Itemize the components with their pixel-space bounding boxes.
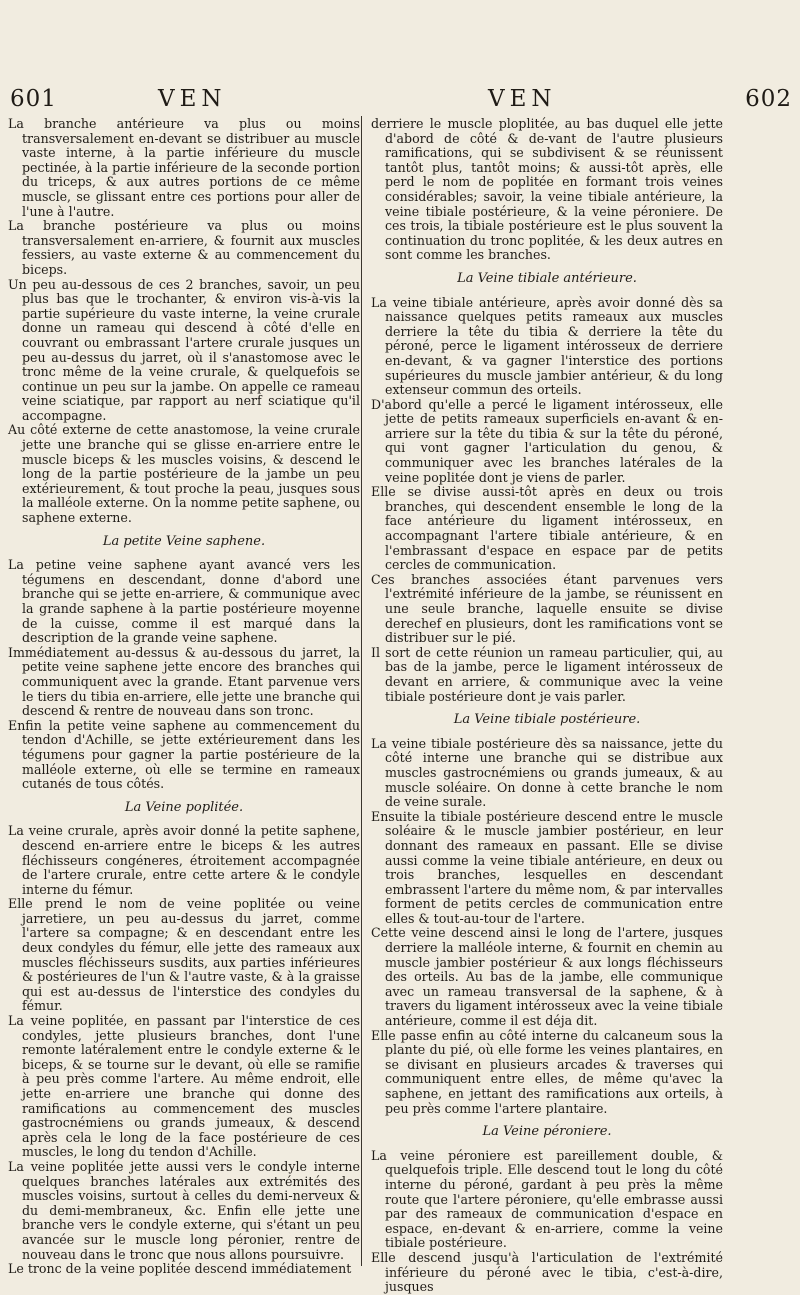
- section-heading: La petite Veine saphene.: [102, 533, 266, 549]
- paragraph: Il sort de cette réunion un rameau particulier, qui, au bas de la jambe, perce le ligament intérosseux de devant en arriere, & communique avec la veine tibiale postérieure dont je vais parler.: [371, 644, 723, 704]
- paragraph: Immédiatement au-dessus & au-dessous du jarret, la petite veine saphene jette encore des branches qui communiquent avec la grande. Etant parvenue vers le tiers du tibia en-arriere, elle jette une branche qui descend & rentre de nouveau dans son tronc.: [8, 644, 360, 719]
- paragraph: derriere le muscle ploplitée, au bas duquel elle jette d'abord de côté & de-vant de l'autre plusieurs ramifications, qui se subdivisent & se réunissent tantôt plus, tantôt moins; & aussi-tôt après, elle perd le nom de poplitée en formant trois veines considérables; savoir, la veine tibiale antérieure, la veine tibiale postérieure, & la veine péroniere. De ces trois, la tibiale postérieure est le plus souvent la continuation du tronc poplitée, & les deux autres en sont comme les branches.: [371, 116, 723, 263]
- paragraph: Cette veine descend ainsi le long de l'artere, jusques derriere la malléole interne, & fournit en chemin au muscle jambier postérieur & aux longs fléchisseurs des orteils. Au bas de la jambe, elle communique avec un rameau transversal de la saphene, & à travers du ligament intérosseux avec la veine tibiale antérieure, comme il est déja dit.: [371, 925, 723, 1029]
- paragraph: Le tronc de la veine poplitée descend immédiatement: [8, 1261, 352, 1277]
- left-running-head: VEN: [158, 86, 227, 112]
- left-page-number: 601: [10, 86, 57, 112]
- section-heading: La Veine tibiale antérieure.: [457, 270, 637, 286]
- section-heading: La Veine poplitée.: [124, 799, 244, 815]
- paragraph: Elle descend jusqu'à l'articulation de l'extrémité inférieure du péroné avec le tibia, c'est-à-dire, jusques: [371, 1249, 723, 1295]
- paragraph: La veine tibiale antérieure, après avoir donné dès sa naissance quelques petits rameaux aux muscles derriere la tête du tibia & derriere la tête du péroné, perce le ligament intérosseux de derriere en-devant, & va gagner l'interstice des portions supérieures du muscle jambier antérieur, & du long extenseur commun des orteils.: [371, 294, 723, 398]
- paragraph: La veine crurale, après avoir donné la petite saphene, descend en-arriere entre le biceps & les autres fléchisseurs congéneres, étroitement accompagnée de l'artere crurale, entre cette artere & le condyle interne du fémur.: [8, 823, 360, 897]
- right-page-number: 602: [745, 86, 792, 112]
- paragraph: La branche antérieure va plus ou moins transversalement en-devant se distribuer au muscle vaste interne, à la partie inférieure du muscle pectinée, à la partie inférieure de la seconde portion du triceps, & aux autres portions de ce même muscle, se glissant entre ces portions pour aller de l'une à l'autre.: [8, 116, 360, 219]
- section-heading: La Veine péroniere.: [482, 1124, 612, 1140]
- column-rule: [361, 116, 362, 1266]
- paragraph: Ces branches associées étant parvenues vers l'extrémité inférieure de la jambe, se réunissent en une seule branche, laquelle ensuite se divise derechef en plusieurs, dont les ramifications vont se distribuer sur le pié.: [371, 571, 723, 646]
- paragraph: La veine poplitée, en passant par l'interstice de ces condyles, jette plusieurs branches, dont l'une remonte latéralement entre le condyle externe & le biceps, & se tourne sur le devant, où elle se ramifie à peu près comme l'artere. Au même endroit, elle jette en-arriere une branche qui donne des ramifications au commencement des muscles gastrocnémiens ou grands jumeaux, & descend après cela le long de la face postérieure de ces muscles, le long du tendon d'Achille.: [8, 1013, 360, 1160]
- right-text-column: [371, 117, 723, 1295]
- paragraph: La petine veine saphene ayant avancé vers les tégumens en descendant, donne d'abord une branche qui se jette en-arriere, & communique avec la grande saphene à la partie postérieure moyenne de la cuisse, comme il est marqué dans la description de la grande veine saphene.: [8, 557, 360, 646]
- paragraph: Elle se divise aussi-tôt après en deux ou trois branches, qui descendent ensemble le long de la face antérieure du ligament intérosseux, en accompagnant l'artere tibiale antérieure, & en l'embrassant d'espace en espace par de petits cercles de communication.: [371, 484, 723, 573]
- paragraph: Elle passe enfin au côté interne du calcaneum sous la plante du pié, où elle forme les veines plantaires, en se divisant en plusieurs arcades & traverses qui communiquent entre elles, de même qu'avec la saphene, en jettant des ramifications aux orteils, à peu près comme l'artere plantaire.: [371, 1027, 723, 1116]
- paragraph: Un peu au-dessous de ces 2 branches, savoir, un peu plus bas que le trochanter, & environ vis-à-vis la partie supérieure du vaste interne, la veine crurale donne un rameau qui descend à côté d'elle en couvrant ou embrassant l'artere crurale jusques un peu au-dessus du jarret, où il s'anastomose avec le tronc même de la veine crurale, & quelquefois se continue un peu sur la jambe. On appelle ce rameau veine sciatique, par rapport au nerf sciatique qu'il accompagne.: [8, 276, 360, 423]
- paragraph: D'abord qu'elle a percé le ligament intérosseux, elle jette de petits rameaux superficiels en-avant & en-arriere sur la tête du tibia & sur la tête du péroné, qui vont gagner l'articulation du genou, & communiquer avec les branches latérales de la veine poplitée dont je viens de parler.: [371, 396, 723, 485]
- paragraph: La veine poplitée jette aussi vers le condyle interne quelques branches latérales aux extrémités des muscles voisins, surtout à celles du demi-nerveux & du demi-membraneux, &c. Enfin elle jette une branche vers le condyle externe, qui s'étant un peu avancée sur le muscle long péronier, rentre de nouveau dans le tronc que nous allons poursuivre.: [8, 1158, 360, 1262]
- paragraph: La veine péroniere est pareillement double, & quelquefois triple. Elle descend tout le long du côté interne du péroné, gardant à peu près la même route que l'artere péroniere, qu'elle embrasse aussi par des rameaux de communication d'espace en espace, en-devant & en-arriere, comme la veine tibiale postérieure.: [371, 1147, 723, 1251]
- paragraph: Enfin la petite veine saphene au commencement du tendon d'Achille, se jette extérieurement dans les tégumens pour gagner la partie postérieure de la malléole externe, où elle se termine en rameaux cutanés de tous côtés.: [8, 717, 360, 792]
- left-text-column: [8, 117, 360, 1277]
- paragraph: La veine tibiale postérieure dès sa naissance, jette du côté interne une branche qui se distribue aux muscles gastrocnémiens ou grands jumeaux, & au muscle soléaire. On donne à cette branche le nom de veine surale.: [371, 735, 723, 810]
- paragraph: Au côté externe de cette anastomose, la veine crurale jette une branche qui se glisse en-arriere entre le muscle biceps & les muscles voisins, & descend le long de la partie postérieure de la jambe un peu extérieurement, & tout proche la peau, jusques sous la malléole externe. On la nomme petite saphene, ou saphene externe.: [8, 422, 360, 526]
- paragraph: Elle prend le nom de veine poplitée ou veine jarretiere, un peu au-dessus du jarret, comme l'artere sa compagne; & en descendant entre les deux condyles du fémur, elle jette des rameaux aux muscles fléchisseurs susdits, aux parties inférieures & postérieures de l'un & l'autre vaste, & à la graisse qui est au-dessus de l'interstice des condyles du fémur.: [8, 896, 360, 1014]
- paragraph: Ensuite la tibiale postérieure descend entre le muscle soléaire & le muscle jambier postérieur, en leur donnant des rameaux en passant. Elle se divise aussi comme la veine tibiale antérieure, en deux ou trois branches, lesquelles en descendant embrassent l'artere du même nom, & par intervalles forment de petits cercles de communication entre elles & tout-au-tour de l'artere.: [371, 808, 723, 926]
- running-header: [10, 86, 792, 118]
- paragraph: La branche postérieure va plus ou moins transversalement en-arriere, & fournit aux muscles fessiers, au vaste externe & au commencement du biceps.: [8, 218, 360, 277]
- section-heading: La Veine tibiale postérieure.: [453, 712, 641, 728]
- right-running-head: VEN: [488, 86, 557, 112]
